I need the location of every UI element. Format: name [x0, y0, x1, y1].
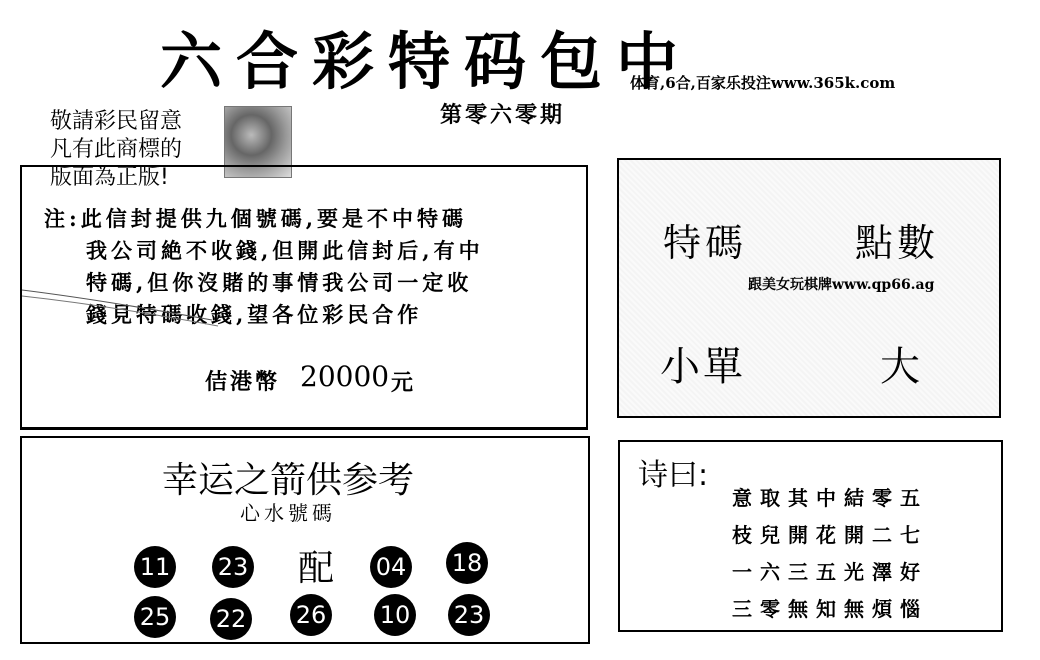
- number-ball: 26: [290, 594, 332, 636]
- pei-label: 配: [298, 548, 335, 589]
- points-label: 點數: [855, 221, 940, 265]
- number-ball: 23: [212, 546, 254, 588]
- period-label: 第零六零期: [440, 102, 566, 128]
- scribble-decoration: [22, 280, 222, 330]
- poem-line: 一六三五光澤好: [732, 560, 928, 584]
- number-ball: 10: [374, 594, 416, 636]
- sponsor-text: 体育,6合,百家乐投注www.365k.com: [630, 74, 896, 92]
- poem-line: 枝兒開花開二七: [732, 523, 928, 547]
- page-title: 六合彩特码包中: [160, 25, 693, 98]
- number-ball: 22: [210, 598, 252, 640]
- notice-line: 凡有此商標的: [50, 137, 183, 162]
- note-line: 特碼,但你沒賭的事情我公司一定收: [86, 270, 473, 295]
- note-line: 注:此信封提供九個號碼,要是不中特碼: [44, 206, 468, 231]
- poem-title: 诗曰:: [638, 458, 709, 493]
- notice-line: 敬請彩民留意: [50, 109, 183, 134]
- note-line: 錢見特碼收錢,望各位彩民合作: [86, 302, 423, 327]
- number-ball: 25: [134, 596, 176, 638]
- lucky-title: 幸运之箭供参考: [162, 460, 415, 501]
- answer-small-odd: 小單: [660, 344, 746, 390]
- number-ball: 11: [134, 546, 176, 588]
- poem-line: 意取其中結零五: [732, 486, 928, 510]
- note-line: 我公司絶不收錢,但開此信封后,有中: [86, 238, 484, 263]
- price-label: 佶港幣: [205, 369, 281, 395]
- poem-line: 三零無知無煩惱: [732, 597, 928, 621]
- answer-big: 大: [880, 344, 920, 390]
- price-value: 20000: [300, 360, 390, 393]
- number-ball: 18: [446, 542, 488, 584]
- notice-line: 版面為正版!: [50, 165, 169, 190]
- lucky-subtitle: 心水號碼: [240, 501, 336, 525]
- tema-label: 特碼: [663, 221, 748, 265]
- number-ball: 04: [370, 546, 412, 588]
- number-ball: 23: [448, 594, 490, 636]
- sponsor-text: 跟美女玩棋牌www.qp66.ag: [748, 277, 935, 293]
- price-unit: 元: [391, 370, 414, 396]
